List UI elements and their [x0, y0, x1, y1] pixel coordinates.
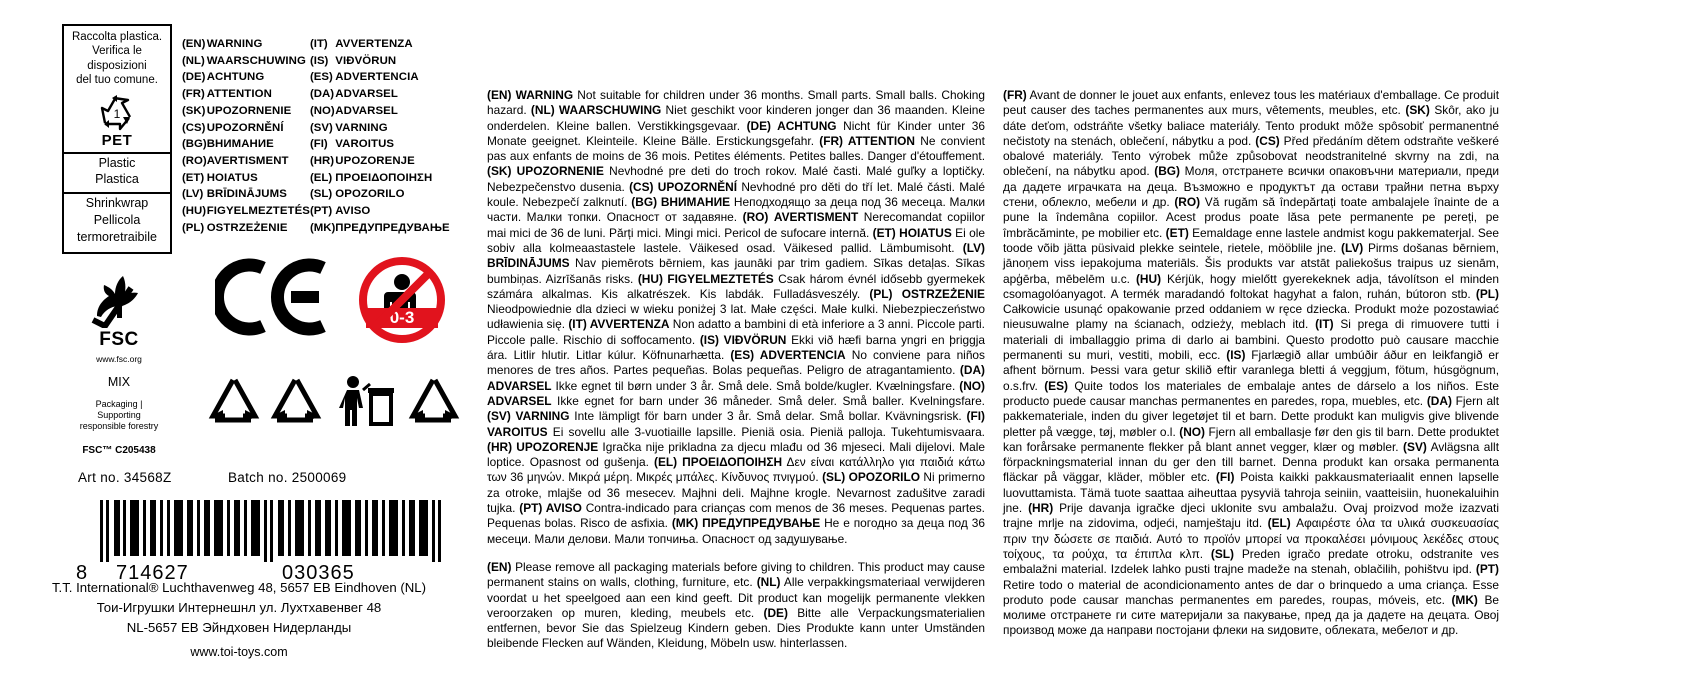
table-row — [182, 220, 450, 237]
lang-code: (ES) — [309, 71, 333, 84]
fsc-url: www.fsc.org — [96, 353, 142, 364]
lang-code: (SL) — [309, 188, 333, 201]
barcode-group-2: 714627 — [116, 562, 189, 584]
language-warning-table — [182, 36, 472, 236]
lang-code: (FI) — [309, 138, 328, 151]
table-row — [182, 86, 450, 103]
lang-word: ACHTUNG — [206, 71, 265, 84]
lang-code: (EL) — [309, 171, 333, 184]
lang-word: AVERTISMENT — [206, 154, 289, 167]
lang-word: ΠΡΟΕΙΔΟΠΟΙΗΣΗ — [335, 171, 433, 184]
lang-code: (FR) — [182, 88, 205, 101]
lang-word: HOIATUS — [206, 171, 258, 184]
lang-code: (MK) — [309, 221, 336, 234]
company-website: www.toi-toys.com — [190, 645, 288, 660]
lang-word: ATTENTION — [206, 88, 272, 101]
warning-paragraph-choking: (EN) WARNING Not suitable for children under 36 months. Small parts. Small balls. Choking hazard. (NL) WAARSCHUWING Niet geschikt voor kinderen jonger dan 36 maanden. Kleine onderdelen. Kleine ballen. Verstikkingsgevaar. (DE) ACHTUNG Nicht für Kinder unter 36 Monate geeignet. Kleinteile. Kleine Bälle. Erstickungsgefahr. (FR) ATTENTION Ne convient pas aux enfants de moins de 36 mois. Petites éléments. Petites balles. Danger d'étouffement. (SK) UPOZORNENIE Nevhodné pre deti do troch rokov. Malé časti. Malé guľky a loptičky. Nebezpečenstvo dusenia. (CS) UPOZORNĚNÍ Nevhodné pro děti do tří let. Malé části. Malé koule. Nebezpečí zalknutí. (BG) ВНИМАНИЕ Неподходящо за деца под 36 месеца. Малки части. Малки топки. Опасност от задавяне. (RO) AVERTISMENT Nerecomandat copiilor mai mici de 36 de luni. Părți mici. Mingi mici. Pericol de sufocare internă. (ET) HOIATUS Ei ole sobiv alla kolmeaastastele lastele. Väikesed osad. Väikesed pallid. Lämbumisoht. (LV) BRĪDINĀJUMS Nav piemērots bērniem, kas jaunāki par trim gadiem. Sīkas detaļas. Sīkas bumbiņas. Aizrīšanās risks. (HU) FIGYELMEZTETÉS Csak három évnél idősebb gyermekek számára alkalmas. Kis alkatrészek. Kis labdák. Fulladásveszély. (PL) OSTRZEŻENIE Nieodpowiednie dla dzieci w wieku poniżej 3 lat. Małe części. Małe kulki. Niebezpieczeństwo udławienia się. (IT) AVVERTENZA Non adatto a bambini di età inferiore a 3 anni. Piccole parti. Piccole palle. Rischio di soffocamento. (IS) VIÐVÖRUN Ekki við hæfi barna yngri en þriggja ára. Litlir hlutir. Litlar kúlur. Köfnunarhætta. (ES) ADVERTENCIA No conviene para niños menores de tres años. Partes pequeñas. Bolas pequeñas. Peligro de atragantamiento. (DA) ADVARSEL Ikke egnet til børn under 3 år. Små dele. Små bolde/kugler. Kvælningsfare. (NO) ADVARSEL Ikke egnet for barn under 36 måneder. Små deler. Små baller. Kvelningsfare. (SV) VARNING Inte lämpligt för barn under 3 år. Små delar. Små bollar. Kvävningsrisk. (FI) VAROITUS Ei sovellu alle 3-vuotiaille lapsille. Pieniä osia. Pieniä palloja. Tukehtumisvaara. (HR) UPOZORENJE Igračka nije prikladna za djecu mlađu od 36 mjeseci. Mali dijelovi. Male loptice. Opasnost od gušenja. (EL) ΠΡΟΕΙΔΟΠΟΙΗΣΗ Δεν είναι κατάλληλο για παιδιά κάτω των 36 μηνών. Μικρά μέρη. Μικρές μπάλες. Κίνδυνος πνιγμού. (SL) OPOZORILO Ni primerno za otroke, mlajše od 36 mesecev. Majhni deli. Majhne krogle. Nevarnost zadušitve zaradi tujka. (PT) AVISO Contra-indicado para crianças com menos de 36 meses. Pequenas partes. Pequenas bolas. Risco de asfixia. (MK) ПРЕДУПРЕДУВАЊЕ Не е погодно за деца под 36 месеци. Мали делови. Мали топчиња. Опасност од задушување. — [487, 88, 986, 546]
ce-mark-icon — [215, 258, 335, 341]
recycling-instruction-line-2: Verifica le disposizioni — [87, 45, 147, 72]
lang-word: FIGYELMEZTETÉS — [206, 205, 310, 218]
lang-code: (IS) — [309, 54, 329, 67]
barcode — [72, 500, 472, 582]
age-range-label: 0-3 — [389, 308, 415, 327]
table-row — [182, 170, 450, 187]
lang-code: (ET) — [182, 171, 205, 184]
lang-word: WARNING — [206, 38, 263, 50]
table-row — [182, 136, 450, 153]
material-name-en: Plastic — [98, 155, 136, 170]
lang-word: VIÐVÖRUN — [335, 54, 397, 67]
lang-word: ADVARSEL — [335, 104, 398, 117]
lang-code: (PL) — [182, 221, 205, 234]
lang-word: AVVERTENZA — [335, 38, 413, 50]
lang-code: (NO) — [309, 104, 335, 117]
lang-code: (DA) — [309, 88, 335, 101]
warning-paragraph-packaging-part1: (EN) Please remove all packaging materials before giving to children. This product may cause permanent stains on walls, clothing, furniture, etc. (NL) Alle verpakkingsmateriaal verwijderen voordat u het speelgoed aan een kind geeft. Dit product kan mogelijk permanente vlekken veroorzaken op muren, kleding, meubels etc. (DE) Bitte alle Verpackungsmaterialien entfernen, bevor Sie das Spielzeug Kindern geben. Dies Produkte kann unter Umständen bleibende Flecken auf Wänden, Kleidung, Möbeln usw. hinterlassen. — [487, 559, 986, 651]
recycle-triangle-icon — [96, 93, 138, 131]
table-row — [182, 153, 450, 170]
table-row — [182, 53, 450, 70]
lang-code: (BG) — [182, 138, 207, 151]
barcode-bars — [100, 500, 446, 562]
lang-word: UPOZORENJE — [335, 154, 415, 167]
lang-code: (SK) — [182, 104, 206, 117]
warning-text-column-middle — [487, 88, 985, 652]
recycling-instruction-line-3: del tuo comune. — [76, 74, 158, 87]
lang-code: (DE) — [182, 71, 206, 84]
warning-text-column-right — [1003, 88, 1499, 639]
lang-code: (LV) — [182, 188, 204, 201]
lang-code: (NL) — [182, 54, 205, 67]
batch-number: Batch no. 2500069 — [228, 470, 347, 485]
lang-word: OPOZORILO — [335, 188, 405, 201]
fsc-tree-checkmark-icon — [91, 270, 147, 330]
fsc-license-code: FSC™ C205438 — [82, 444, 156, 456]
fsc-name: FSC — [99, 329, 139, 350]
address-line-1: T.T. International® Luchthavenweg 48, 5657 EB Eindhoven (NL) — [51, 580, 427, 595]
recycling-info-box — [62, 24, 172, 254]
do-not-litter-icon — [339, 376, 394, 426]
wrap-name-it-1: Pellicola — [93, 212, 141, 227]
lang-word: ВНИМАНИЕ — [206, 138, 274, 151]
lang-word: UPOZORNĚNÍ — [206, 121, 284, 134]
lang-word: OSTRZEŻENIE — [206, 221, 288, 234]
lang-word: ADVARSEL — [335, 88, 398, 101]
lang-code: (PT) — [309, 205, 333, 218]
table-row — [182, 36, 450, 53]
lang-code: (EN) — [182, 38, 206, 50]
fsc-desc-line-1: Packaging | Supporting — [95, 398, 143, 421]
lang-word: VARNING — [335, 121, 388, 134]
barcode-group-1: 8 — [76, 562, 89, 584]
fsc-desc-line-2: responsible forestry — [79, 421, 159, 432]
material-name-it: Plastica — [95, 172, 139, 187]
table-row — [182, 120, 450, 137]
lang-code: (SV) — [309, 121, 333, 134]
recycle-material-code: PET — [101, 131, 133, 149]
lang-word: ADVERTENCIA — [335, 71, 419, 84]
lang-code: (RO) — [182, 154, 207, 167]
lang-word: WAARSCHUWING — [206, 54, 306, 67]
lang-code: (HR) — [309, 154, 335, 167]
table-row — [182, 103, 450, 120]
fsc-certification-block — [76, 270, 162, 457]
address-line-3: NL-5657 ЕВ Эйндховен Нидерланды — [126, 620, 352, 636]
wrap-name-it-2: termoretraibile — [77, 229, 157, 244]
lang-word: AVISO — [335, 205, 371, 218]
pictogram-row — [205, 372, 465, 448]
lang-code: (IT) — [309, 38, 328, 50]
table-row — [182, 69, 450, 86]
lang-word: ПРЕДУПРЕДУВАЊЕ — [335, 221, 450, 234]
lang-code: (HU) — [182, 205, 207, 218]
svg-text:1: 1 — [113, 106, 121, 121]
address-line-2: Тои-Игрушки Интернешнл ул. Лухтхавенвег 48 — [96, 600, 382, 616]
warning-paragraph-packaging-part2: (FR) Avant de donner le jouet aux enfants, enlevez tous les matériaux d'emballage. Ce produit peut causer des taches permanentes aux murs, vêtements, meubles, etc. (SK) Skôr, ako ju dáte deťom, odstráňte všetky baliace materiály. Tento produkt môže spôsobiť permanentné nečistoty na stenách, oblečení, nábytku a pod. (CS) Před předáním dětem odstraňte veškeré obalové materiály. Tento výrobek může způsobovat neodstranitelné skvrny na zdi, na oblečení, na nábytku apod. (BG) Моля, отстранете всички опаковъчни материали, преди да дадете играчката на деца. Възможно е продуктът да остави трайни петна върху стени, облекло, мебели и др. (RO) Vă rugăm să îndepărtați toate ambalajele înainte de a pune la îndemâna copiilor. Acest produs poate lăsa pete permanente pe pereți, pe îmbrăcăminte, pe mobilier etc. (ET) Eemaldage enne lastele andmist kogu pakkematerjal. See toode võib jätta püsivaid plekke seintele, rietele, mööblile jne. (LV) Pirms došanas bērniem, jānoņem viss iepakojuma materiāls. Šis produkts var atstāt paliekošus traipus uz sienām, apģērba, mēbelēm u.c. (HU) Kérjük, hogy mielőtt gyerekeknek adja, távolítson el minden csomagolóanyagot. A termék maradandó foltokat hagyhat a falon, ruhán, bútoron stb. (PL) Całkowicie usunąć opakowanie przed oddaniem w ręce dziecka. Produkt może pozostawiać nieusuwalne plamy na ścianach, odzieży, meblach itd. (IT) Si prega di rimuovere tutti i materiali di imballaggio prima di darlo ai bambini. Questo prodotto può causare macchie permanenti su muri, vestiti, mobili, ecc. (IS) Fjarlægið allar umbúðir áður en leikfangið er afhent börnum. Þessi vara getur skilið eftir varanlega bletti á veggjum, fötum, húsgögnum, o.s.frv. (ES) Quite todos los materiales de embalaje antes de dárselo a los niños. Este producto puede causar manchas permanentes en paredes, ropa, muebles, etc. (DA) Fjern alt pakkemateriale, inden du giver legetøjet til et barn. Dette produkt kan muligvis give blivende pletter på vægge, tøj, møbler o.l. (NO) Fjern all emballasje før den gis til barn. Dette produktet kan forårsake permanente flekker på blant annet vegger, klær og møbler. (SV) Avlägsna allt förpackningsmaterial innan du ger den till barnet. Denna produkt kan orsaka permanenta fläckar på väggar, kläder, möbler etc. (FI) Poista kaikki pakkausmateriaalit ennen lapselle luovuttamista. Tämä tuote saattaa aiheuttaa pysyviä tahroja seiniin, vaatteisiin, huonekaluihin jne. (HR) Prije davanja igračke djeci uklonite svu ambalažu. Ovaj proizvod može izazvati trajne mrlje na zidovima, odjeći, namještaju itd. (EL) Αφαιρέστε όλα τα υλικά συσκευασίας πριν την δώσετε σε παιδιά. Αυτό το προϊόν μπορεί να προκαλέσει μόνιμους λεκέδες στους τοίχους, τα ρούχα, τα έπιπλα κλπ. (SL) Preden igračo predate otroku, odstranite ves embalažni material. Izdelek lahko pusti trajne madeže na stenah, oblačilih, pohištvu ipd. (PT) Retire todo o material de acondicionamento antes de dar o brinquedo a uma criança. Esse produto pode causar manchas permanentes em paredes, roupas, móveis, etc. (MK) Ве молиме отстранете ги сите материјали за пакување, пред да ја дадете на децата. Овој производ може да направи постојани флеки на ѕидовите, облеката, мебелот и др. — [1003, 88, 1500, 638]
lang-code: (CS) — [182, 121, 206, 134]
lang-word: UPOZORNENIE — [206, 104, 292, 117]
article-number: Art no. 34568Z — [78, 470, 172, 485]
fsc-mix-label: MIX — [107, 375, 131, 390]
lang-word: BRĪDINĀJUMS — [206, 188, 287, 201]
table-row — [182, 203, 450, 220]
wrap-name-en: Shrinkwrap — [85, 196, 149, 210]
left-info-panel — [0, 0, 478, 698]
no-children-under-3-icon — [358, 256, 446, 349]
barcode-group-3: 030365 — [282, 562, 355, 584]
table-row — [182, 186, 450, 203]
lang-word: VAROITUS — [335, 138, 395, 151]
company-address — [0, 578, 478, 662]
recycling-instruction-line-1: Raccolta plastica. — [71, 31, 163, 43]
